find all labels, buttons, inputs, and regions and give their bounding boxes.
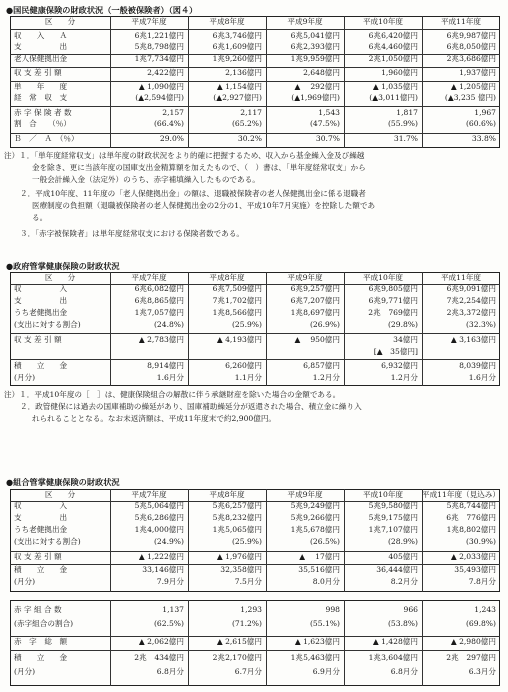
table-cell: (▲1,969億円) [291, 93, 340, 102]
table-cell: 7兆2,254億円 [446, 296, 496, 305]
table-rule [10, 54, 500, 55]
table-cell: 8.0月分 [312, 577, 340, 586]
table-cell: 6,932億円 [381, 361, 418, 370]
table-cell: 1.2月分 [312, 373, 340, 382]
table-cell: 998 [325, 605, 340, 614]
row-label: 収 入 [14, 501, 68, 510]
table-cell: 1兆5,065億円 [212, 525, 262, 534]
table-rule [344, 272, 345, 386]
table-cell: (65.2%) [231, 119, 262, 128]
table-rule [422, 600, 423, 686]
table-cell: 32,358億円 [220, 565, 262, 574]
table-cell: 1.1月分 [234, 373, 262, 382]
table-cell: ▲ 2,033億円 [450, 552, 496, 561]
table-cell: 1兆9,260億円 [212, 54, 262, 63]
table-cell: 2兆 434億円 [134, 653, 184, 662]
table-cell: 1.6月分 [156, 373, 184, 382]
column-header: 平成9年度 [287, 273, 323, 282]
column-header: 平成10年度 [362, 273, 404, 282]
row-label: 支 出 [14, 513, 68, 522]
row-label: 赤 字 組 合 数 [14, 605, 62, 614]
table-cell: 2,117 [240, 108, 262, 117]
table-cell: 6.8月分 [390, 667, 418, 676]
table-cell: 1,817 [396, 108, 418, 117]
table-cell: (55.1%) [309, 619, 340, 628]
table-cell: 30.2% [237, 134, 262, 143]
table-cell: 1兆8,802億円 [446, 525, 496, 534]
table-cell: 5兆6,286億円 [134, 513, 184, 522]
table-rule [266, 272, 267, 386]
table-cell: ▲ 292億円 [294, 82, 340, 91]
table-cell: 6兆1,609億円 [212, 42, 262, 51]
table-cell: 1兆5,463億円 [290, 653, 340, 662]
table-rule [266, 489, 267, 592]
table-cell: (55.9%) [387, 119, 418, 128]
table-cell: ▲ 2,062億円 [138, 637, 184, 646]
table-cell: ▲ 1,976億円 [216, 552, 262, 561]
table-rule [344, 489, 345, 592]
table-cell: 1兆4,000億円 [134, 525, 184, 534]
table-rule [422, 16, 423, 148]
column-header: 平成11年度 [440, 17, 482, 26]
table-rule [10, 650, 500, 651]
column-header: 平成9年度 [287, 17, 323, 26]
row-label: 積 立 金 [14, 361, 68, 370]
table-cell: 6兆7,509億円 [212, 284, 262, 293]
table-cell: (▲2,927億円) [213, 93, 262, 102]
table-rule [188, 16, 189, 148]
table-cell: (24.9%) [153, 537, 184, 546]
table-rule [10, 106, 500, 107]
table-rule [110, 272, 111, 386]
table-cell: 6兆6,420億円 [368, 31, 418, 40]
table-cell: (26.5%) [309, 537, 340, 546]
table-cell: (32.3%) [465, 320, 496, 329]
table-cell: ▲ 1,222億円 [138, 552, 184, 561]
table-rule [344, 16, 345, 148]
table-rule [110, 600, 111, 686]
table-cell: 5兆8,744億円 [446, 501, 496, 510]
table-cell: 1兆5,678億円 [290, 525, 340, 534]
table-cell: 2,157 [162, 108, 184, 117]
table-cell: 6,260億円 [225, 361, 262, 370]
table-cell: 1.6月分 [468, 373, 496, 382]
table-cell: 5兆8,798億円 [134, 42, 184, 51]
table-rule [110, 489, 111, 592]
table-cell: (71.2%) [231, 619, 262, 628]
table-cell: (30.9%) [465, 537, 496, 546]
table-cell: 5兆9,580億円 [368, 501, 418, 510]
table-cell: 2兆 297億円 [446, 653, 496, 662]
table-rule [10, 81, 500, 82]
table-cell: 35,516億円 [298, 565, 340, 574]
table-cell: 1兆3,604億円 [368, 653, 418, 662]
table-cell: (53.8%) [387, 619, 418, 628]
table-cell: 5兆8,232億円 [212, 513, 262, 522]
row-label: 老人保健拠出金 [14, 54, 68, 63]
row-label: 支 出 [14, 42, 68, 51]
table-cell: 2兆 769億円 [368, 308, 418, 317]
row-label: (赤字組合の割合) [14, 619, 74, 628]
table-cell: 33,146億円 [142, 565, 184, 574]
table-cell: ▲ 1,090億円 [138, 82, 184, 91]
table-rule [10, 67, 500, 68]
table-cell: ▲ 1,154億円 [216, 82, 262, 91]
table-cell: 5兆5,064億円 [134, 501, 184, 510]
table-rule [10, 359, 500, 360]
table-rule [10, 29, 500, 30]
row-label: (月分) [14, 667, 36, 676]
table-cell: 2,136億円 [225, 68, 262, 77]
column-header: 区 分 [44, 490, 76, 499]
footnote: ２．平成10年度、11年度の「老人保健拠出金」の額は、退職被保険者の老人保健拠出金に係る退職者 [20, 189, 366, 198]
row-label: うち老健拠出金 [14, 308, 68, 317]
table-cell: 5兆9,249億円 [290, 501, 340, 510]
section-title: ●国民健康保険の財政状況（一般被保険者）（図４） [6, 5, 198, 15]
table-cell: 6兆5,041億円 [290, 31, 340, 40]
row-label: Ｂ ／ Ａ （％） [14, 134, 79, 143]
footnote: 金を除き、更に当該年度の国庫支出金精算額を加えたもので、（ ）書は、「単年度経常収支」から [32, 163, 366, 172]
column-header: 平成11年度（見込み） [422, 490, 501, 499]
table-rule [188, 272, 189, 386]
table-rule [266, 16, 267, 148]
table-cell: 5兆6,257億円 [212, 501, 262, 510]
table-cell: ▲ 1,428億円 [372, 637, 418, 646]
table-cell: 6兆6,082億円 [134, 284, 184, 293]
table-cell: 6兆2,393億円 [290, 42, 340, 51]
footnote: 医療制度の負担額（退職被保険者の老人保健拠出金の2分の1、平成10年7月実施）を控除した額であ [32, 201, 376, 210]
table-cell: (69.8%) [465, 619, 496, 628]
table-cell: ▲ 2,980億円 [450, 637, 496, 646]
row-label: 積 立 金 [14, 653, 68, 662]
row-label: 収 支 差 引 額 [14, 552, 62, 561]
table-cell: 2兆2,170億円 [212, 653, 262, 662]
table-cell: ▲ 4,193億円 [216, 335, 262, 344]
column-header: 平成10年度 [362, 490, 404, 499]
table-cell: 1,243 [474, 605, 496, 614]
table-cell: 36,444億円 [376, 565, 418, 574]
table-cell: 34億円 [393, 335, 418, 344]
table-cell: 6兆8,865億円 [134, 296, 184, 305]
table-cell: 6兆9,257億円 [290, 284, 340, 293]
row-label: 支 出 [14, 296, 68, 305]
table-cell: 1兆9,959億円 [290, 54, 340, 63]
row-label: 経 常 収 支 [14, 93, 68, 102]
table-cell: (25.9%) [231, 320, 262, 329]
column-header: 区 分 [44, 273, 76, 282]
table-cell: (29.8%) [387, 320, 418, 329]
column-header: 平成7年度 [131, 490, 167, 499]
table-cell: (24.8%) [153, 320, 184, 329]
row-label: 赤 字 総 額 [14, 637, 68, 646]
table-cell: 6兆9,987億円 [446, 31, 496, 40]
table-cell: (▲2,594億円) [135, 93, 184, 102]
table-cell: 2兆3,686億円 [446, 54, 496, 63]
table-cell: 1兆7,107億円 [368, 525, 418, 534]
table-cell: 1兆7,057億円 [134, 308, 184, 317]
table-cell: ▲ 3,163億円 [450, 335, 496, 344]
table-rule [10, 333, 500, 334]
table-cell: 30.7% [315, 134, 340, 143]
table-cell: 6兆9,771億円 [368, 296, 418, 305]
table-cell: 6兆8,050億円 [446, 42, 496, 51]
table-cell: (28.9%) [387, 537, 418, 546]
table-cell: 966 [403, 605, 418, 614]
table-cell: ▲ 2,783億円 [138, 335, 184, 344]
table-cell: 31.7% [393, 134, 418, 143]
table-cell: 35,493億円 [454, 565, 496, 574]
table-cell: [▲ 35億円] [373, 347, 418, 356]
table-cell: 6兆 776億円 [446, 513, 496, 522]
table-cell: (▲3,011億円) [369, 93, 418, 102]
table-cell: 1.2月分 [390, 373, 418, 382]
section-title: ●組合管掌健康保険の財政状況 [6, 477, 120, 487]
table-cell: 1,937億円 [459, 68, 496, 77]
column-header: 平成11年度 [440, 273, 482, 282]
row-label: (支出に対する割合) [14, 320, 81, 329]
table-cell: 7.8月分 [468, 577, 496, 586]
table-cell: 1,960億円 [381, 68, 418, 77]
row-label: うち老健拠出金 [14, 525, 68, 534]
table-cell: (66.4%) [153, 119, 184, 128]
table-cell: 5兆9,266億円 [290, 513, 340, 522]
table-cell: 5兆9,175億円 [368, 513, 418, 522]
table-cell: ▲ 1,035億円 [372, 82, 418, 91]
table-cell: 6兆1,221億円 [134, 31, 184, 40]
table-cell: (25.9%) [231, 537, 262, 546]
table-cell: 7.5月分 [234, 577, 262, 586]
column-header: 平成7年度 [131, 273, 167, 282]
table-rule [188, 600, 189, 686]
column-header: 区 分 [44, 17, 76, 26]
table-cell: 8,914億円 [147, 361, 184, 370]
table-cell: 7.9月分 [156, 577, 184, 586]
table-cell: 1,293 [240, 605, 262, 614]
table-cell: 6.8月分 [156, 667, 184, 676]
table-rule [422, 489, 423, 592]
column-header: 平成9年度 [287, 490, 323, 499]
table-cell: ▲ 2,615億円 [216, 637, 262, 646]
row-label: 赤 字 保 険 者 数 [14, 108, 72, 117]
table-cell: 2,422億円 [147, 68, 184, 77]
row-label: 収 支 差 引 額 [14, 335, 62, 344]
table-cell: 1,137 [162, 605, 184, 614]
table-cell: 1,967 [474, 108, 496, 117]
table-cell: 6兆7,207億円 [290, 296, 340, 305]
table-cell: (60.6%) [465, 119, 496, 128]
table-rule [10, 564, 500, 565]
row-label: (支出に対する割合) [14, 537, 81, 546]
table-cell: (▲3,235 億円) [444, 93, 496, 102]
column-header: 平成7年度 [131, 17, 167, 26]
table-cell: (47.5%) [309, 119, 340, 128]
table-rule [422, 272, 423, 386]
table-rule [266, 600, 267, 686]
table-rule [110, 16, 111, 148]
table-cell: (62.5%) [153, 619, 184, 628]
table-cell: 8,039億円 [459, 361, 496, 370]
table-cell: ▲ 17億円 [299, 552, 340, 561]
row-label: 積 立 金 [14, 565, 68, 574]
table-cell: 2兆1,050億円 [368, 54, 418, 63]
table-cell: 7兆1,702億円 [212, 296, 262, 305]
footnote: 注）１．「単年度経常収支」は単年度の財政状況をより的確に把握するため、収入から基金繰入金及び繰越 [4, 151, 365, 160]
table-cell: 6.3月分 [468, 667, 496, 676]
table-cell: 405億円 [388, 552, 418, 561]
table-rule [10, 551, 500, 552]
table-cell: 2,648億円 [303, 68, 340, 77]
table-cell: (26.9%) [309, 320, 340, 329]
table-cell: 1兆8,697億円 [290, 308, 340, 317]
table-cell: 6.7月分 [234, 667, 262, 676]
footnote: ２．政管健保には過去の国庫補助の繰延があり、国庫補助繰延分が返還された場合、積立金に繰り入 [20, 402, 362, 411]
table-rule [188, 489, 189, 592]
footnote: ３．「赤字被保険者」は単年度経常収支における保険者数である。 [20, 229, 245, 238]
footnote: 注）１．平成10年度の［ ］は、健康保険組合の解散に伴う承継財産を除いた場合の金額である。 [4, 390, 341, 399]
table-cell: 8.2月分 [390, 577, 418, 586]
column-header: 平成10年度 [362, 17, 404, 26]
section-title: ●政府管掌健康保険の財政状況 [6, 261, 120, 271]
row-label: 単 年 度 [14, 82, 68, 91]
column-header: 平成8年度 [209, 17, 245, 26]
table-cell: ▲ 1,205億円 [450, 82, 496, 91]
column-header: 平成8年度 [209, 273, 245, 282]
row-label: (月分) [14, 373, 36, 382]
table-cell: 29.0% [159, 134, 184, 143]
table-cell: 6兆4,460億円 [368, 42, 418, 51]
row-label: 収 入 [14, 284, 68, 293]
table-rule [344, 600, 345, 686]
footnote: 一般会計繰入金（法定外）のうち、赤字補填繰入したものである。 [32, 175, 260, 184]
row-label: 収 支 差 引 額 [14, 68, 62, 77]
table-cell: 1兆8,566億円 [212, 308, 262, 317]
table-cell: ▲ 1,623億円 [294, 637, 340, 646]
footnote: る。 [32, 213, 48, 222]
table-cell: 1,543 [318, 108, 340, 117]
table-rule [10, 133, 500, 134]
table-cell: 6,857億円 [303, 361, 340, 370]
table-cell: 6兆3,746億円 [212, 31, 262, 40]
table-cell: 6.9月分 [312, 667, 340, 676]
table-cell: 6兆9,805億円 [368, 284, 418, 293]
table-cell: ▲ 950億円 [294, 335, 340, 344]
row-label: (月分) [14, 577, 36, 586]
footnote: れられることとなる。なお未返済額は、平成11年度末で約2,900億円。 [32, 414, 277, 423]
row-label: 収 入 Ａ [14, 31, 68, 40]
row-label: 割 合 （％） [14, 119, 71, 128]
column-header: 平成8年度 [209, 490, 245, 499]
table-cell: 1兆7,734億円 [134, 54, 184, 63]
table-cell: 33.8% [471, 134, 496, 143]
table-cell: 6兆9,091億円 [446, 284, 496, 293]
table-cell: 2兆3,372億円 [446, 308, 496, 317]
